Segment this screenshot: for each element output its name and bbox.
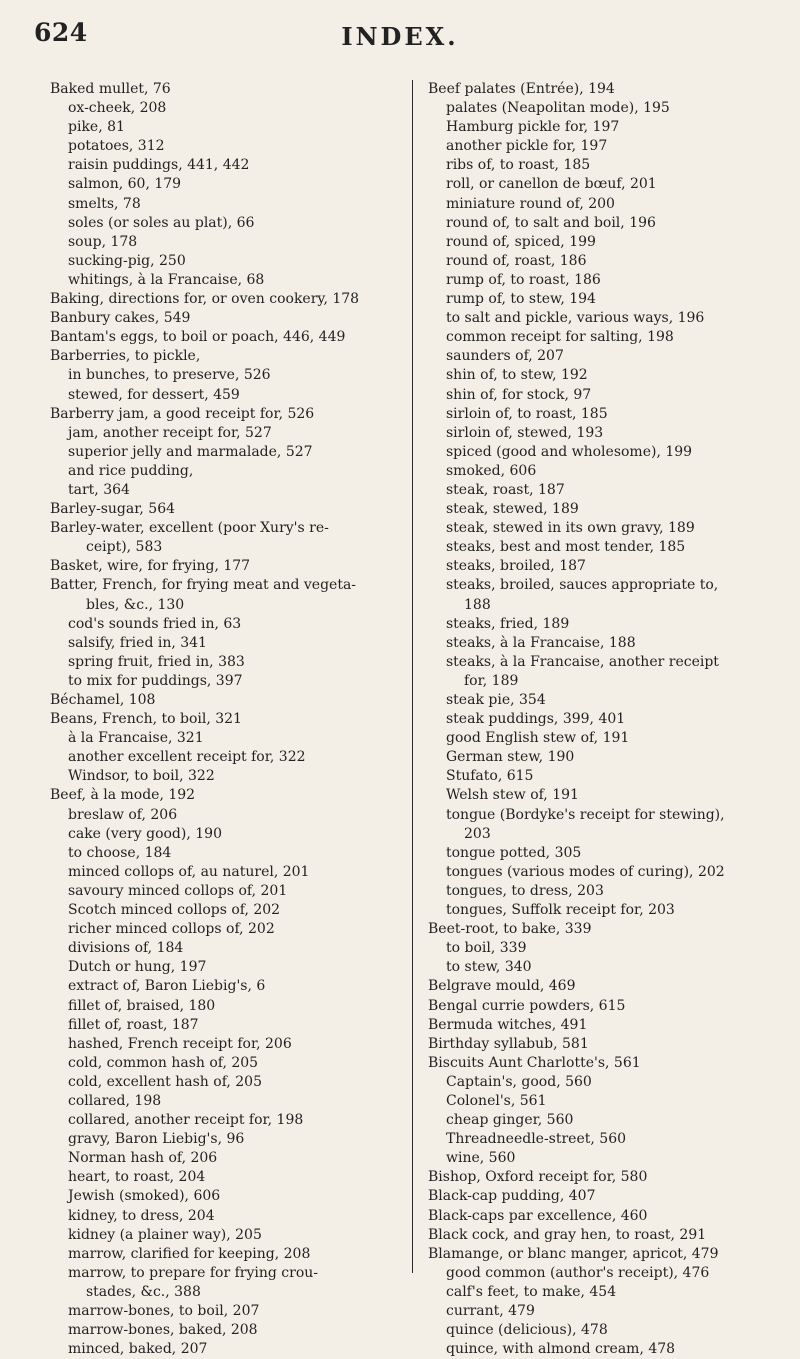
index-entry: sirloin of, stewed, 193 bbox=[446, 424, 604, 441]
index-entry: smelts, 78 bbox=[68, 195, 141, 212]
index-entry: Bermuda witches, 491 bbox=[428, 1016, 588, 1033]
index-entry: Threadneedle-street, 560 bbox=[446, 1131, 627, 1148]
index-entry: salsify, fried in, 341 bbox=[68, 634, 207, 651]
index-entry: Welsh stew of, 191 bbox=[446, 787, 579, 804]
index-entry: soles (or soles au plat), 66 bbox=[68, 214, 255, 231]
index-entry: steak, stewed, 189 bbox=[446, 501, 579, 518]
index-entry: ribs of, to roast, 185 bbox=[446, 157, 591, 174]
index-entry: Blamange, or blanc manger, apricot, 479 bbox=[428, 1245, 719, 1262]
index-entry: Black cock, and gray hen, to roast, 291 bbox=[428, 1226, 707, 1243]
index-entry: savoury minced collops of, 201 bbox=[68, 882, 288, 899]
index-entry: extract of, Baron Liebig's, 6 bbox=[68, 978, 266, 995]
index-entry: richer minced collops of, 202 bbox=[68, 921, 275, 938]
index-entry: Dutch or hung, 197 bbox=[68, 959, 207, 976]
index-entry: stades, &c., 388 bbox=[86, 1283, 201, 1300]
index-entry: tongues, Suffolk receipt for, 203 bbox=[446, 902, 675, 919]
index-entry: superior jelly and marmalade, 527 bbox=[68, 443, 313, 460]
index-entry: Jewish (smoked), 606 bbox=[68, 1188, 221, 1205]
index-entry: palates (Neapolitan mode), 195 bbox=[446, 100, 670, 117]
index-entry: to stew, 340 bbox=[446, 959, 532, 976]
index-entry: quince (delicious), 478 bbox=[446, 1322, 608, 1339]
index-entry: Scotch minced collops of, 202 bbox=[68, 902, 281, 919]
index-entry: hashed, French receipt for, 206 bbox=[68, 1035, 292, 1052]
index-entry: à la Francaise, 321 bbox=[68, 730, 204, 747]
index-entry: fillet of, braised, 180 bbox=[68, 997, 216, 1014]
index-entry: Beef palates (Entrée), 194 bbox=[428, 81, 615, 97]
index-entry: currant, 479 bbox=[446, 1303, 535, 1319]
index-entry: Basket, wire, for frying, 177 bbox=[50, 558, 251, 575]
index-entry: quince, with almond cream, 478 bbox=[446, 1341, 676, 1358]
index-entry: to salt and pickle, various ways, 196 bbox=[446, 310, 705, 327]
index-entry: steaks, broiled, 187 bbox=[446, 558, 586, 575]
index-entry: Hamburg pickle for, 197 bbox=[446, 119, 620, 136]
index-entry: fillet of, roast, 187 bbox=[68, 1016, 199, 1033]
index-entry: 188 bbox=[464, 596, 491, 613]
index-entry: cod's sounds fried in, 63 bbox=[68, 615, 242, 632]
index-entry: cheap ginger, 560 bbox=[446, 1112, 574, 1129]
index-entry: rump of, to roast, 186 bbox=[446, 271, 601, 288]
index-entry: to boil, 339 bbox=[446, 940, 527, 957]
index-entry: Bishop, Oxford receipt for, 580 bbox=[428, 1169, 648, 1186]
index-column-left bbox=[50, 80, 396, 1359]
index-entry: 203 bbox=[464, 825, 491, 842]
index-entry: Colonel's, 561 bbox=[446, 1092, 547, 1109]
index-entry: salmon, 60, 179 bbox=[68, 176, 182, 193]
index-entry: round of, spiced, 199 bbox=[446, 233, 596, 250]
index-entry: gravy, Baron Liebig's, 96 bbox=[68, 1131, 245, 1148]
index-entry: tongues (various modes of curing), 202 bbox=[446, 863, 725, 880]
index-entry: miniature round of, 200 bbox=[446, 195, 615, 212]
index-entry: soup, 178 bbox=[68, 233, 138, 250]
index-entry: roll, or canellon de bœuf, 201 bbox=[446, 176, 657, 193]
index-entry: Birthday syllabub, 581 bbox=[428, 1035, 589, 1052]
index-entry: potatoes, 312 bbox=[68, 138, 165, 155]
index-entry: Bengal currie powders, 615 bbox=[428, 997, 626, 1014]
index-entry: tongues, to dress, 203 bbox=[446, 882, 604, 899]
index-entry: steaks, fried, 189 bbox=[446, 615, 570, 632]
index-entry: Baked mullet, 76 bbox=[50, 81, 171, 97]
index-entry: minced, baked, 207 bbox=[68, 1341, 208, 1358]
index-entry: steaks, à la Francaise, 188 bbox=[446, 634, 636, 651]
index-entry: Biscuits Aunt Charlotte's, 561 bbox=[428, 1054, 641, 1071]
index-entry: rump of, to stew, 194 bbox=[446, 291, 596, 308]
index-entry: Captain's, good, 560 bbox=[446, 1073, 592, 1090]
index-entry: bles, &c., 130 bbox=[86, 596, 185, 613]
index-entry: saunders of, 207 bbox=[446, 348, 564, 365]
index-entry: marrow-bones, to boil, 207 bbox=[68, 1303, 260, 1319]
index-entry: ox-cheek, 208 bbox=[68, 100, 167, 117]
index-entry: steaks, à la Francaise, another receipt bbox=[446, 653, 719, 670]
index-entry: round of, to salt and boil, 196 bbox=[446, 214, 656, 231]
index-entry: steak puddings, 399, 401 bbox=[446, 711, 626, 728]
index-entry: Béchamel, 108 bbox=[50, 692, 156, 708]
index-entry: good English stew of, 191 bbox=[446, 730, 630, 747]
index-entry: whitings, à la Francaise, 68 bbox=[68, 271, 265, 288]
index-entry: shin of, for stock, 97 bbox=[446, 386, 592, 403]
index-entry: Banbury cakes, 549 bbox=[50, 310, 191, 327]
index-entry: Norman hash of, 206 bbox=[68, 1150, 218, 1167]
index-entry: breslaw of, 206 bbox=[68, 806, 178, 823]
index-entry: to mix for puddings, 397 bbox=[68, 672, 243, 689]
index-entry: tart, 364 bbox=[68, 481, 130, 498]
index-entry: Beans, French, to boil, 321 bbox=[50, 711, 242, 728]
page-title: INDEX. bbox=[341, 22, 459, 51]
index-entry: Windsor, to boil, 322 bbox=[68, 768, 215, 785]
index-entry: smoked, 606 bbox=[446, 462, 537, 479]
index-entry: cold, excellent hash of, 205 bbox=[68, 1073, 262, 1090]
index-entry: minced collops of, au naturel, 201 bbox=[68, 863, 310, 880]
index-entry: raisin puddings, 441, 442 bbox=[68, 157, 250, 174]
index-entry: Barley-water, excellent (poor Xury's re- bbox=[50, 520, 329, 537]
index-entry: marrow, clarified for keeping, 208 bbox=[68, 1245, 311, 1262]
index-entry: steak, roast, 187 bbox=[446, 481, 565, 498]
index-entry: German stew, 190 bbox=[446, 749, 575, 766]
index-entry: to choose, 184 bbox=[68, 844, 172, 861]
index-entry: sirloin of, to roast, 185 bbox=[446, 405, 608, 422]
index-entry: stewed, for dessert, 459 bbox=[68, 386, 240, 403]
index-entry: steaks, broiled, sauces appropriate to, bbox=[446, 577, 719, 594]
column-divider bbox=[412, 80, 413, 1273]
index-entry: another pickle for, 197 bbox=[446, 138, 608, 155]
index-entry: Belgrave mould, 469 bbox=[428, 978, 576, 995]
index-entry: spring fruit, fried in, 383 bbox=[68, 653, 245, 670]
index-entry: divisions of, 184 bbox=[68, 940, 184, 957]
index-entry: Barberry jam, a good receipt for, 526 bbox=[50, 405, 315, 422]
index-entry: round of, roast, 186 bbox=[446, 252, 587, 269]
index-entry: sucking-pig, 250 bbox=[68, 252, 186, 269]
index-entry: for, 189 bbox=[464, 672, 519, 689]
index-entry: kidney (a plainer way), 205 bbox=[68, 1226, 262, 1243]
index-entry: calf's feet, to make, 454 bbox=[446, 1283, 617, 1300]
index-entry: heart, to roast, 204 bbox=[68, 1169, 206, 1186]
index-entry: steak pie, 354 bbox=[446, 692, 546, 708]
index-entry: shin of, to stew, 192 bbox=[446, 367, 588, 384]
index-entry: jam, another receipt for, 527 bbox=[68, 424, 272, 441]
index-entry: cake (very good), 190 bbox=[68, 825, 222, 842]
index-entry: marrow, to prepare for frying crou- bbox=[68, 1264, 318, 1281]
index-entry: kidney, to dress, 204 bbox=[68, 1207, 215, 1224]
index-entry: Stufato, 615 bbox=[446, 768, 534, 785]
index-entry: Baking, directions for, or oven cookery, 178 bbox=[50, 291, 360, 308]
index-entry: collared, 198 bbox=[68, 1092, 162, 1109]
index-entry: collared, another receipt for, 198 bbox=[68, 1112, 304, 1129]
index-entry: cold, common hash of, 205 bbox=[68, 1054, 259, 1071]
index-entry: another excellent receipt for, 322 bbox=[68, 749, 306, 766]
index-entry: wine, 560 bbox=[446, 1150, 516, 1167]
index-entry: Black-cap pudding, 407 bbox=[428, 1188, 596, 1205]
index-entry: steak, stewed in its own gravy, 189 bbox=[446, 520, 695, 537]
index-entry: Barley-sugar, 564 bbox=[50, 501, 176, 518]
index-entry: common receipt for salting, 198 bbox=[446, 329, 674, 346]
index-entry: Beet-root, to bake, 339 bbox=[428, 921, 592, 938]
index-entry: Batter, French, for frying meat and vegeta- bbox=[50, 577, 357, 594]
index-entry: in bunches, to preserve, 526 bbox=[68, 367, 271, 384]
index-entry: pike, 81 bbox=[68, 119, 125, 136]
index-entry: Beef, à la mode, 192 bbox=[50, 787, 196, 804]
index-entry: steaks, best and most tender, 185 bbox=[446, 539, 686, 556]
index-entry: Barberries, to pickle, bbox=[50, 348, 201, 365]
index-entry: ceipt), 583 bbox=[86, 539, 163, 556]
index-entry: spiced (good and wholesome), 199 bbox=[446, 443, 693, 460]
index-entry: tongue (Bordyke's receipt for stewing), bbox=[446, 806, 725, 823]
index-entry: Bantam's eggs, to boil or poach, 446, 449 bbox=[50, 329, 346, 346]
index-column-right bbox=[428, 80, 780, 1359]
index-entry: Black-caps par excellence, 460 bbox=[428, 1207, 648, 1224]
page-number: 624 bbox=[34, 18, 88, 47]
index-entry: tongue potted, 305 bbox=[446, 844, 582, 861]
index-entry: marrow-bones, baked, 208 bbox=[68, 1322, 258, 1339]
index-entry: and rice pudding, bbox=[68, 462, 194, 479]
index-entry: good common (author's receipt), 476 bbox=[446, 1264, 710, 1281]
